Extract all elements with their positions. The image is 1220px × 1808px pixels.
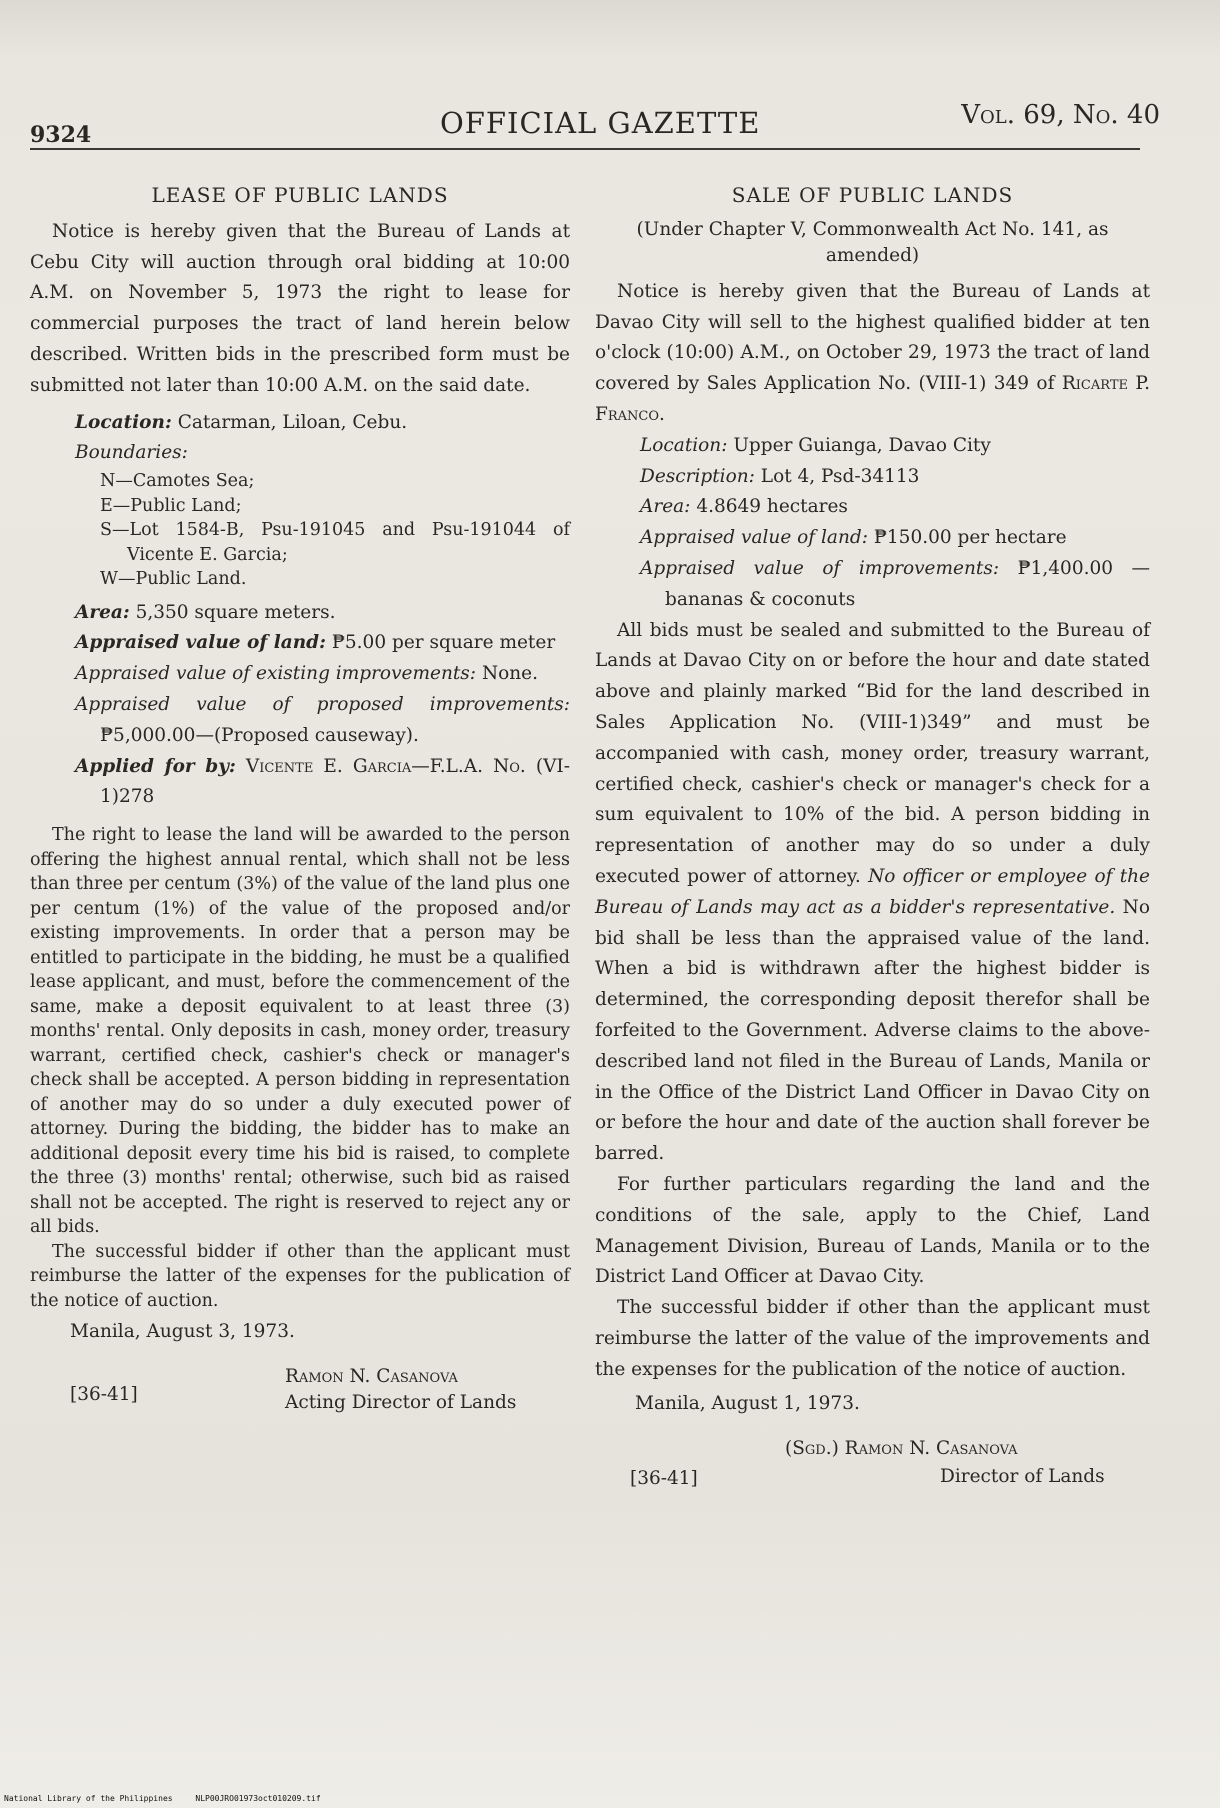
page-number: 9324 <box>30 122 92 148</box>
lease-applied-by: Applied for by: Vicente E. Garcia—F.L.A. No. (VI-1)278 <box>75 755 570 808</box>
lease-boundary-west: W—Public Land. <box>100 569 247 590</box>
lease-reimburse-paragraph: The successful bidder if other than the applicant must reimburse the latter of the expenses for the publication of the notice of auction. <box>30 1241 570 1311</box>
sale-particulars-paragraph: For further particulars regarding the land and the conditions of the sale, apply to the Chief, Land Management Division, Bureau of Lands, Manila or to the District Land Officer at Davao City. <box>595 1173 1150 1288</box>
page-header <box>30 100 1160 148</box>
lease-boundary-south: S—Lot 1584-B, Psu-191045 and Psu-191044 of Vicente E. Garcia; <box>100 520 570 565</box>
sale-location: Location: Upper Guianga, Davao City <box>640 434 991 456</box>
footer-file: NLP00JRO01973oct010209.tif <box>195 1794 321 1803</box>
lease-boundary-north: N—Camotes Sea; <box>100 471 255 492</box>
sale-description: Description: Lot 4, Psd-34113 <box>640 465 920 487</box>
lease-area: Area: 5,350 square meters. <box>75 601 336 623</box>
sale-intro: Notice is hereby given that the Bureau of Lands at Davao City will sell to the highest qualified bidder at ten o'clock (10:00) A.M., on October 29, 1973 the tract of land covered by Sales Application No. (VIII-1) 349 of Ricarte P. Franco. <box>595 280 1150 425</box>
header-rule <box>30 148 1140 150</box>
scan-footer <box>4 1794 339 1804</box>
sale-area: Area: 4.8649 hectares <box>640 496 848 518</box>
lease-code: [36-41] <box>70 1384 138 1406</box>
lease-notice <box>30 180 570 1424</box>
sale-code: [36-41] <box>630 1468 698 1490</box>
sale-signatory-title: Director of Lands <box>940 1466 1105 1488</box>
sale-bids-paragraph: All bids must be sealed and submitted to the Bureau of Lands at Davao City on or before the hour and date stated above and plainly marked “Bid for the land described in Sales Application No. (VIII-1)349” and must be accompanied with cash, money order, treasury warrant, certified check, cashier's check or manager's check for a sum equivalent to 10% of the bid. A person bidding in representation of another may do so under a duly executed power of attorney. No officer or employee of the Bureau of Lands may act as a bidder's representative. No bid shall be less than the appraised value of the land. When a bid is withdrawn after the highest bidder is determined, the corresponding deposit therefor shall be forfeited to the Government. Adverse claims to the above-described land not filed in the Bureau of Lands, Manila or in the Office of the District Land Officer in Davao City on or before the hour and date of the auction shall forever be barred. <box>595 619 1150 1165</box>
lease-appraised-land: Appraised value of land: ₱5.00 per square meter <box>75 632 556 654</box>
lease-date: Manila, August 3, 1973. <box>70 1321 295 1343</box>
lease-award-paragraph: The right to lease the land will be awarded to the person offering the highest annual rental, which shall not be less than three per centum (3%) of the value of the land plus one per centum (1%) of the value of the proposed and/or existing improvements. In order that a person may be entitled to participate in the bidding, he must be a qualified lease applicant, and must, before the commencement of the same, make a deposit equivalent to at least three (3) months' rental. Only deposits in cash, money order, treasury warrant, certified check, cashier's check or manager's check shall be accepted. A person bidding in representation of another may do so under a duly executed power of attorney. During the bidding, the bidder has to make an additional deposit every time his bid is raised, to complete the three (3) months' rental; otherwise, such bid as raised shall not be accepted. The right is reserved to reject any or all bids. <box>30 825 570 1238</box>
lease-intro: Notice is hereby given that the Bureau of Lands at Cebu City will auction through oral bidding at 10:00 A.M. on November 5, 1973 the right to lease for commercial purposes the tract of land herein below described. Written bids in the prescribed form must be submitted not later than 10:00 A.M. on the said date. <box>30 220 570 396</box>
lease-location: Location: Catarman, Liloan, Cebu. <box>75 411 408 433</box>
footer-library: National Library of the Philippines <box>4 1794 173 1803</box>
lease-boundary-east: E—Public Land; <box>100 495 242 516</box>
sale-reimburse-paragraph: The successful bidder if other than the applicant must reimburse the latter of the value of the improvements and the expenses for the publication of the notice of auction. <box>595 1297 1150 1380</box>
sale-signatory-name: (Sgd.) Ramon N. Casanova <box>785 1438 1018 1460</box>
lease-boundaries-label: Boundaries: <box>75 442 188 464</box>
sale-appraised-land: Appraised value of land: ₱150.00 per hectare <box>640 527 1067 549</box>
sale-notice <box>595 180 1150 1496</box>
sale-subheading: (Under Chapter V, Commonwealth Act No. 141, as amended) <box>636 218 1109 266</box>
lease-appraised-existing: Appraised value of existing improvements: None. <box>75 663 539 685</box>
sale-date: Manila, August 1, 1973. <box>635 1393 860 1415</box>
lease-signatory-title: Acting Director of Lands <box>285 1392 517 1414</box>
sale-heading: SALE OF PUBLIC LANDS <box>731 183 1014 207</box>
lease-heading: LEASE OF PUBLIC LANDS <box>151 183 449 207</box>
lease-appraised-proposed: Appraised value of proposed improvements: ₱5,000.00—(Proposed causeway). <box>75 694 570 746</box>
sale-signature-block <box>595 1434 1150 1496</box>
lease-signature-block <box>30 1362 570 1424</box>
lease-signatory-name: Ramon N. Casanova <box>285 1366 458 1388</box>
publication-title: OFFICIAL GAZETTE <box>440 106 761 140</box>
volume-number: Vol. 69, No. 40 <box>961 100 1160 130</box>
sale-appraised-improvements: Appraised value of improvements: ₱1,400.00 —bananas & coconuts <box>640 557 1150 610</box>
